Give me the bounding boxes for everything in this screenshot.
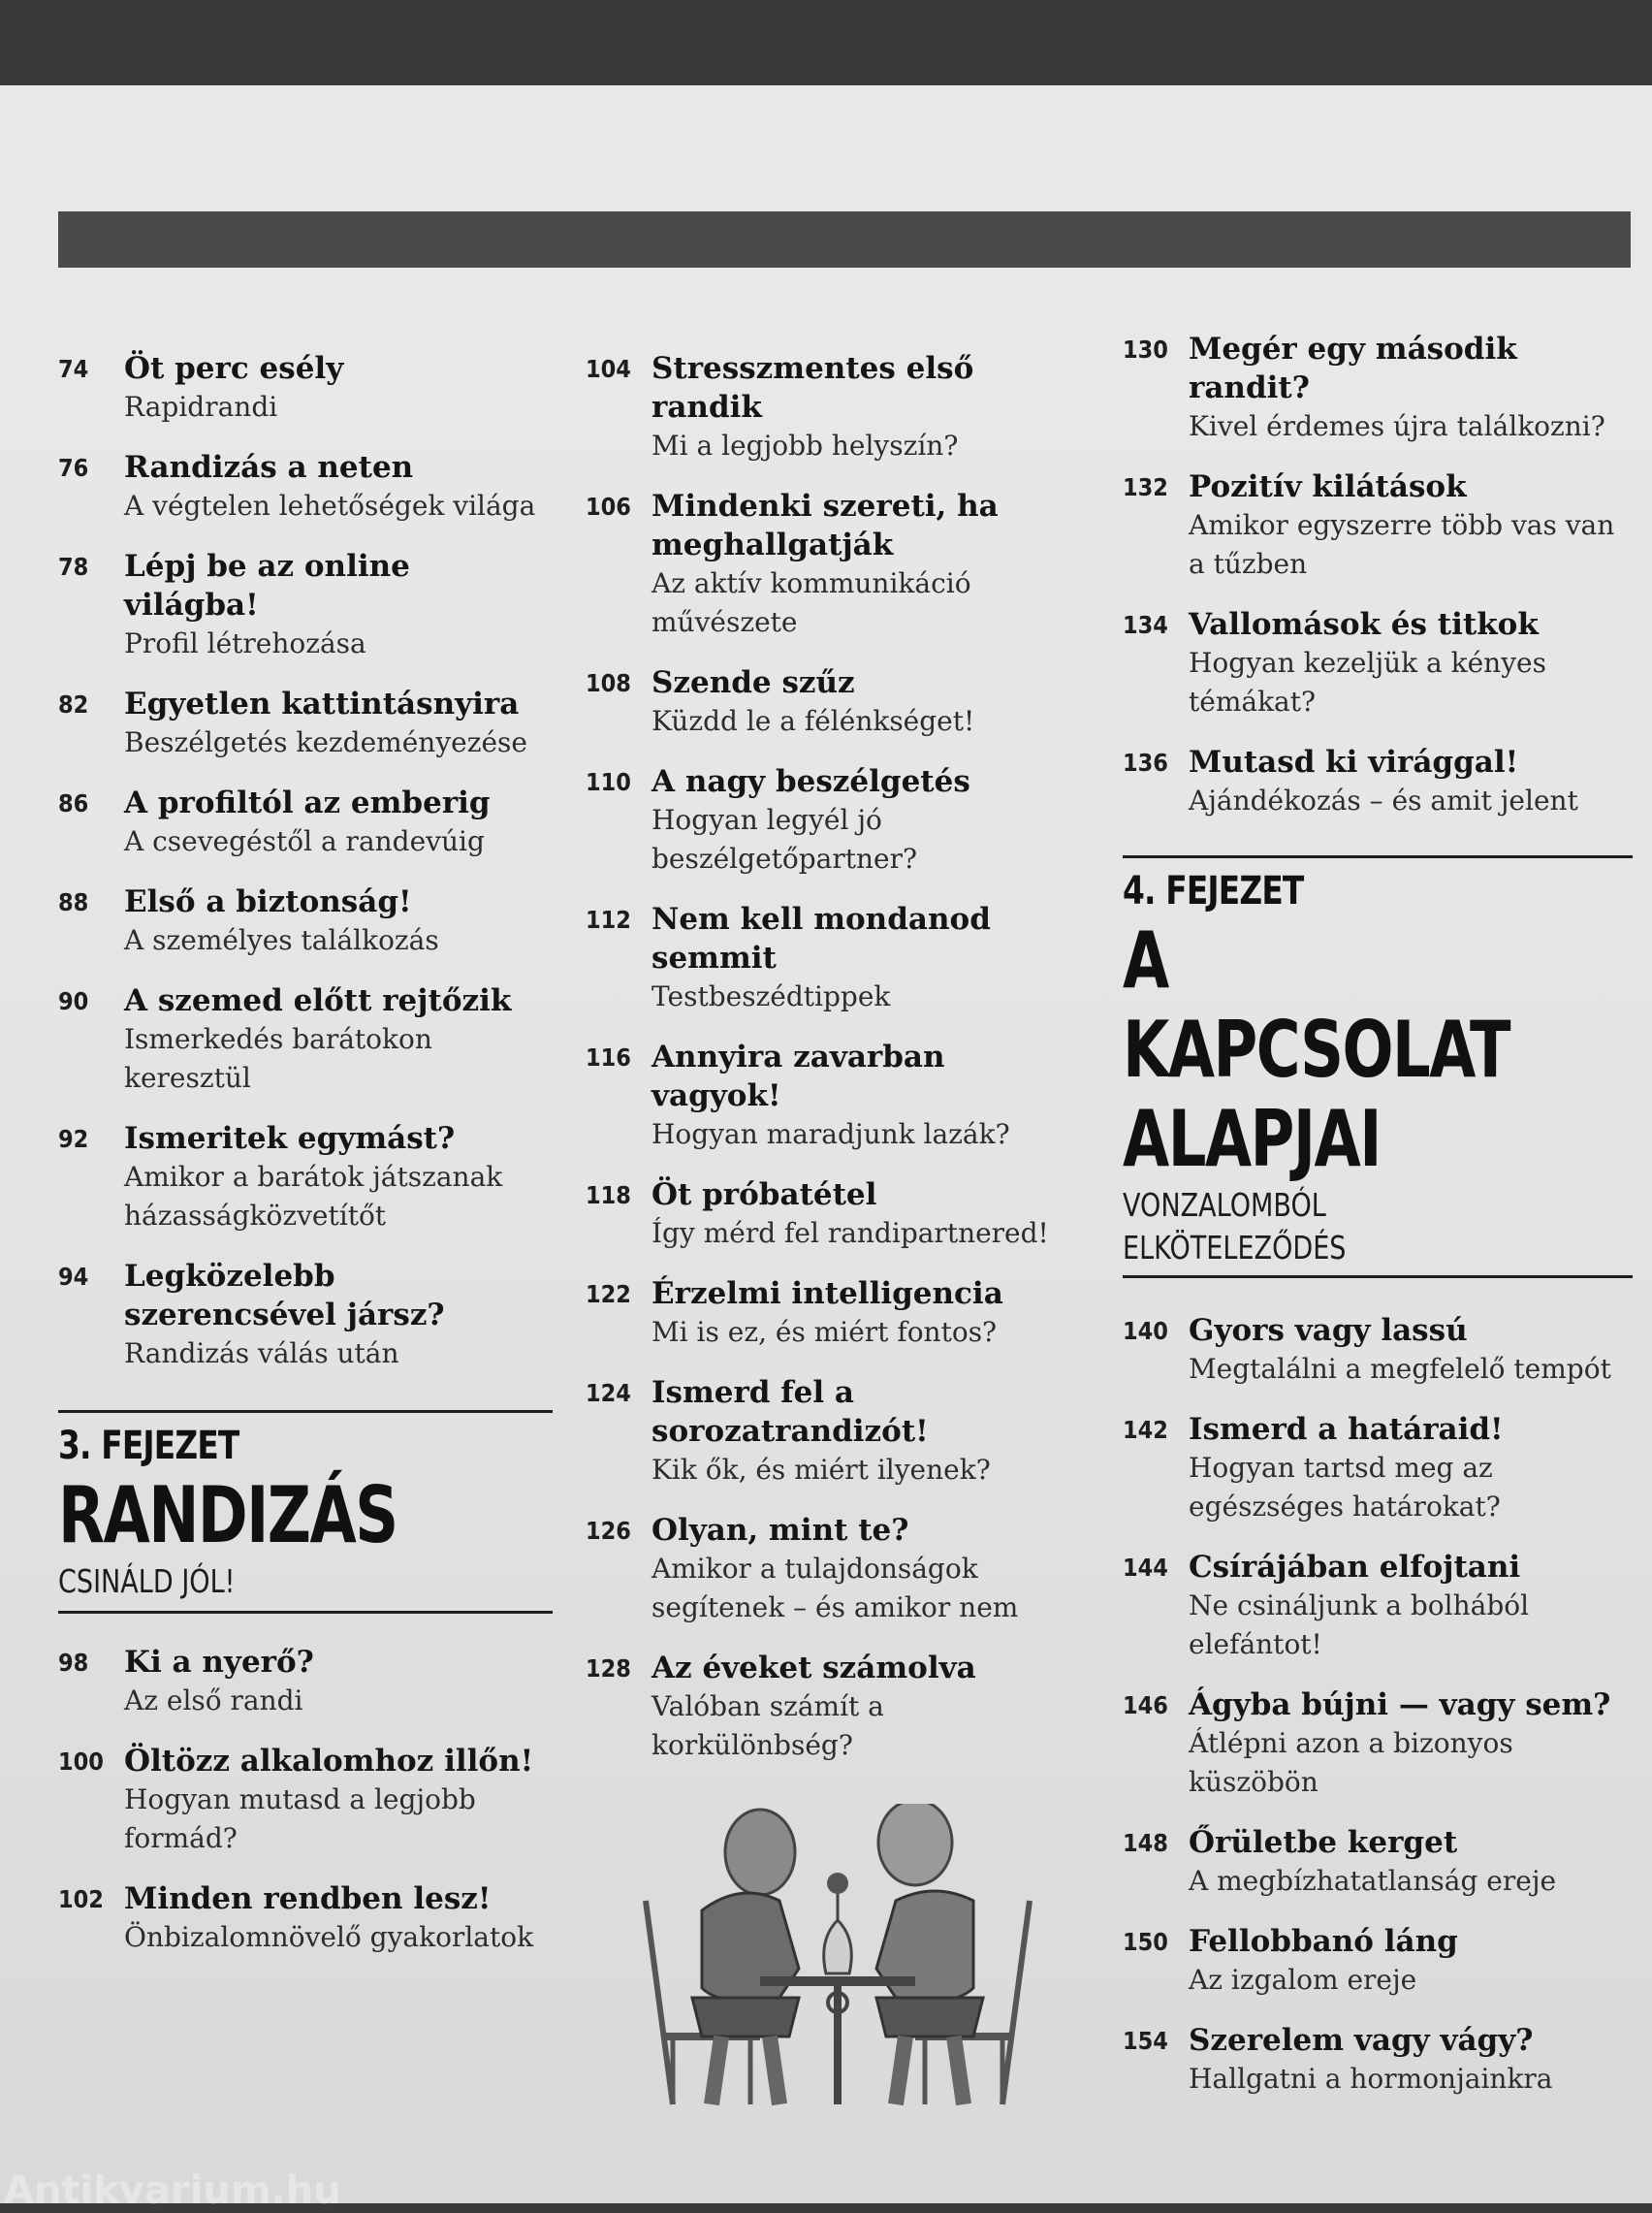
toc-entry xyxy=(586,1649,1080,1765)
page-number: 134 xyxy=(1123,611,1168,639)
entry-subtitle: Beszélgetés kezdeményezése xyxy=(124,726,527,758)
entry-subtitle: Átlépni azon a bizonyos küszöbön xyxy=(1189,1727,1513,1798)
page-number: 116 xyxy=(586,1043,631,1072)
watermark: Antikvarium.hu xyxy=(4,2168,341,2213)
entry-subtitle: Az aktív kommunikáció művészete xyxy=(651,567,971,638)
entry-title: Csírájában elfojtani xyxy=(1189,1550,1521,1585)
chapter-rule-top xyxy=(58,1410,553,1413)
entry-title: Őrületbe kerget xyxy=(1189,1825,1458,1860)
page-number: 76 xyxy=(58,454,89,482)
page-number: 100 xyxy=(58,1748,104,1776)
entry-subtitle: Hogyan tartsd meg az egészséges határokat? xyxy=(1189,1452,1501,1523)
page-number: 90 xyxy=(58,987,89,1015)
page-number: 136 xyxy=(1123,749,1168,777)
entry-title: Randizás a neten xyxy=(124,450,414,485)
entry-subtitle: Önbizalomnövelő gyakorlatok xyxy=(124,1921,534,1953)
toc-entry xyxy=(58,1742,553,1858)
entry-subtitle: Rapidrandi xyxy=(124,391,278,423)
page-number: 130 xyxy=(1123,336,1168,364)
couple-illustration xyxy=(634,1804,1041,2114)
entry-subtitle: Az első randi xyxy=(124,1684,303,1716)
entry-subtitle: Küzdd le a félénkséget! xyxy=(651,705,975,737)
entry-title: Öltözz alkalomhoz illőn! xyxy=(124,1744,534,1779)
entry-subtitle: Kik ők, és miért ilyenek? xyxy=(651,1454,991,1486)
page-number: 132 xyxy=(1123,473,1168,501)
toc-entry xyxy=(1123,2021,1633,2099)
entry-subtitle: Amikor a tulajdonságok segítenek – és amikor nem xyxy=(651,1553,1019,1623)
page-number: 142 xyxy=(1123,1416,1168,1444)
entry-title: Gyors vagy lassú xyxy=(1189,1313,1468,1348)
entry-subtitle: Hogyan maradjunk lazák? xyxy=(651,1118,1010,1150)
toc-entry xyxy=(58,547,553,663)
entry-title: A profiltól az emberig xyxy=(124,786,491,820)
toc-entry xyxy=(58,882,553,960)
entry-title: Stresszmentes első randik xyxy=(651,351,974,425)
entry-title: Öt próbatétel xyxy=(651,1177,877,1212)
entry-subtitle: Ajándékozás – és amit jelent xyxy=(1189,785,1578,817)
entry-title: A szemed előtt rejtőzik xyxy=(124,983,512,1018)
page-number: 124 xyxy=(586,1379,631,1407)
page-number: 92 xyxy=(58,1125,89,1153)
chapter-label: 4. FEJEZET xyxy=(1123,869,1304,914)
entry-subtitle: Randizás válás után xyxy=(124,1337,399,1369)
toc-entry xyxy=(58,448,553,526)
toc-list-3 xyxy=(1123,330,1633,820)
chapter-label: 3. FEJEZET xyxy=(58,1424,239,1468)
toc-list-1b xyxy=(58,1643,553,1957)
toc-entry xyxy=(586,1511,1080,1627)
entry-title: A nagy beszélgetés xyxy=(651,764,970,799)
toc-entry xyxy=(586,1274,1080,1352)
chapter-4-heading xyxy=(1123,855,1633,1278)
entry-subtitle: Mi a legjobb helyszín? xyxy=(651,430,959,462)
entry-title: Nem kell mondanod semmit xyxy=(651,902,991,976)
toc-entry xyxy=(1123,1548,1633,1664)
toc-entry xyxy=(586,1175,1080,1253)
toc-entry xyxy=(586,663,1080,741)
page-number: 122 xyxy=(586,1280,631,1308)
toc-entry xyxy=(1123,330,1633,446)
chapter-rule-bottom xyxy=(1123,1275,1633,1278)
entry-subtitle: Amikor egyszerre több vas van a tűzben xyxy=(1189,509,1615,580)
entry-subtitle: Mi is ez, és miért fontos? xyxy=(651,1316,998,1348)
page-number: 78 xyxy=(58,553,89,581)
entry-title: Lépj be az online világba! xyxy=(124,549,410,623)
toc-entry xyxy=(1123,743,1633,820)
entry-subtitle: A csevegéstől a randevúig xyxy=(124,825,485,857)
page-number: 74 xyxy=(58,355,89,383)
entry-title: Vallomások és titkok xyxy=(1189,607,1539,642)
page-number: 104 xyxy=(586,355,631,383)
entry-subtitle: Így mérd fel randipartnered! xyxy=(651,1217,1049,1249)
entry-subtitle: Valóban számít a korkülönbség? xyxy=(651,1690,884,1761)
page-number: 148 xyxy=(1123,1829,1168,1857)
entry-title: Szerelem vagy vágy? xyxy=(1189,2023,1534,2058)
entry-title: Mutasd ki virággal! xyxy=(1189,745,1519,780)
entry-subtitle: Testbeszédtippek xyxy=(651,980,891,1012)
toc-entry xyxy=(58,1119,553,1235)
toc-entry xyxy=(1123,1410,1633,1526)
entry-title: Minden rendben lesz! xyxy=(124,1881,492,1916)
toc-entry xyxy=(58,349,553,427)
entry-title: Egyetlen kattintásnyira xyxy=(124,687,520,722)
toc-entry xyxy=(586,1373,1080,1490)
toc-entry xyxy=(58,1643,553,1720)
page-number: 146 xyxy=(1123,1691,1168,1719)
entry-subtitle: Profil létrehozása xyxy=(124,627,366,659)
toc-entry xyxy=(58,784,553,861)
toc-entry xyxy=(58,685,553,762)
page-number: 118 xyxy=(586,1181,631,1209)
entry-title: Ismeritek egymást? xyxy=(124,1121,456,1156)
chapter-rule-top xyxy=(1123,855,1633,858)
toc-entry xyxy=(1123,467,1633,584)
page-number: 140 xyxy=(1123,1317,1168,1345)
entry-title: Olyan, mint te? xyxy=(651,1513,909,1548)
toc-entry xyxy=(1123,1823,1633,1901)
entry-subtitle: A személyes találkozás xyxy=(124,924,439,956)
header-bar xyxy=(58,211,1631,268)
page-number: 88 xyxy=(58,888,89,916)
page-number: 94 xyxy=(58,1263,89,1291)
toc-entry xyxy=(586,349,1080,465)
toc-entry xyxy=(1123,1922,1633,2000)
page-number: 126 xyxy=(586,1517,631,1545)
toc-entry xyxy=(586,487,1080,642)
entry-subtitle: Hogyan legyél jó beszélgetőpartner? xyxy=(651,804,917,875)
chapter-title-line-1: A KAPCSOLAT xyxy=(1123,915,1510,1095)
page-number: 112 xyxy=(586,906,631,934)
entry-subtitle: Ne csináljunk a bolhából elefántot! xyxy=(1189,1589,1530,1660)
chapter-rule-bottom xyxy=(58,1611,553,1614)
entry-title: Megér egy második randit? xyxy=(1189,332,1517,405)
toc-column-2 xyxy=(586,349,1080,1786)
entry-subtitle: Amikor a barátok játszanak házasságközvetítőt xyxy=(124,1161,503,1232)
page-number: 128 xyxy=(586,1654,631,1683)
chapter-title-line-2: ALAPJAI xyxy=(1123,1094,1381,1184)
page-number: 108 xyxy=(586,669,631,697)
entry-title: Mindenki szereti, ha meghallgatják xyxy=(651,489,999,562)
entry-subtitle: Ismerkedés barátokon keresztül xyxy=(124,1023,432,1094)
entry-title: Szende szűz xyxy=(651,665,855,700)
entry-title: Érzelmi intelligencia xyxy=(651,1276,1003,1311)
entry-title: Fellobbanó láng xyxy=(1189,1924,1458,1959)
entry-title: Annyira zavarban vagyok! xyxy=(651,1040,945,1113)
page-number: 102 xyxy=(58,1885,104,1913)
entry-subtitle: Hallgatni a hormonjainkra xyxy=(1189,2063,1553,2095)
toc-entry xyxy=(58,1257,553,1373)
page-number: 106 xyxy=(586,493,631,521)
page-number: 98 xyxy=(58,1649,89,1677)
entry-subtitle: Megtalálni a megfelelő tempót xyxy=(1189,1353,1611,1385)
toc-list-2 xyxy=(586,349,1080,1765)
page-number: 82 xyxy=(58,690,89,719)
entry-title: Az éveket számolva xyxy=(651,1651,976,1685)
toc-entry xyxy=(1123,1311,1633,1389)
toc-list-1 xyxy=(58,349,553,1373)
page-number: 86 xyxy=(58,789,89,818)
toc-column-1 xyxy=(58,349,553,1978)
page-number: 150 xyxy=(1123,1928,1168,1956)
toc-entry xyxy=(1123,1685,1633,1802)
page-number: 110 xyxy=(586,768,631,796)
toc-entry xyxy=(586,900,1080,1016)
chapter-3-heading xyxy=(58,1410,553,1614)
entry-title: Ki a nyerő? xyxy=(124,1645,314,1680)
entry-title: Első a biztonság! xyxy=(124,884,412,919)
entry-subtitle: Az izgalom ereje xyxy=(1189,1964,1417,1996)
page-number: 144 xyxy=(1123,1554,1168,1582)
toc-entry xyxy=(586,1038,1080,1154)
chapter-title: RANDIZÁS xyxy=(58,1470,397,1560)
toc-list-3b xyxy=(1123,1311,1633,2099)
entry-title: Pozitív kilátások xyxy=(1189,469,1467,504)
toc-entry xyxy=(586,762,1080,879)
chapter-subtitle: CSINÁLD JÓL! xyxy=(58,1562,236,1600)
entry-title: Ismerd fel a sorozatrandizót! xyxy=(651,1375,929,1449)
toc-column-3 xyxy=(1123,330,1633,2120)
toc-entry xyxy=(1123,605,1633,722)
toc-entry xyxy=(58,981,553,1098)
toc-entry xyxy=(58,1879,553,1957)
entry-subtitle: Hogyan kezeljük a kényes témákat? xyxy=(1189,647,1546,718)
entry-subtitle: A végtelen lehetőségek világa xyxy=(124,490,536,522)
entry-subtitle: A megbízhatatlanság ereje xyxy=(1189,1865,1557,1897)
entry-title: Öt perc esély xyxy=(124,351,344,386)
entry-title: Ismerd a határaid! xyxy=(1189,1412,1504,1447)
entry-title: Ágyba bújni — vagy sem? xyxy=(1189,1687,1611,1722)
entry-title: Legközelebb szerencsével jársz? xyxy=(124,1259,445,1332)
page-number: 154 xyxy=(1123,2027,1168,2055)
chapter-subtitle: VONZALOMBÓL ELKÖTELEZŐDÉS xyxy=(1123,1186,1347,1267)
entry-subtitle: Hogyan mutasd a legjobb formád? xyxy=(124,1783,476,1854)
entry-subtitle: Kivel érdemes újra találkozni? xyxy=(1189,410,1605,442)
